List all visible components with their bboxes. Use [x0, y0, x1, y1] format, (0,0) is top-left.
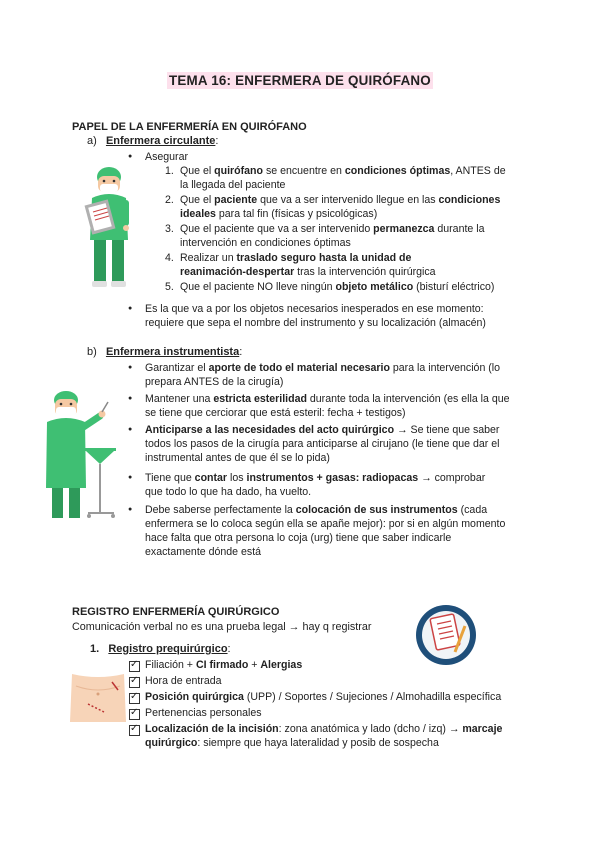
check-item-posicion: Posición quirúrgica (UPP) / Soportes / Sujeciones / Almohadilla específica — [145, 691, 502, 703]
bullet-instr-5-cont: enfermera se lo coloca según ella se apañe mejor): por si en algún momento — [145, 518, 506, 530]
list-item-5: Que el paciente NO lleve ningún objeto metálico (bisturí eléctrico) — [180, 281, 495, 293]
bullet-instr-3-cont2: instrumental antes de que él se lo pida) — [145, 452, 330, 464]
list-item-1: Que el quirófano se encuentre en condiciones óptimas, ANTES de — [180, 165, 506, 177]
section-heading-registro: REGISTRO ENFERMERÍA QUIRÚRGICO — [72, 606, 280, 618]
checkbox-checked[interactable] — [129, 693, 140, 704]
bullet-instr-2: ● Mantener una estricta esterilidad durante toda la intervención (es ella la que — [145, 392, 510, 406]
nurse-circulante-illustration — [80, 160, 138, 290]
section-heading-papel: PAPEL DE LA ENFERMERÍA EN QUIRÓFANO — [72, 121, 307, 133]
abdomen-incision-illustration — [68, 672, 128, 724]
registro-intro: Comunicación verbal no es una prueba legal → hay q registrar — [72, 621, 372, 633]
check-item-localizacion-cont: quirúrgico: siempre que haya lateralidad y posib de sospecha — [145, 737, 439, 749]
bullet-instr-1: ● Garantizar el aporte de todo el material necesario para la intervención (lo — [145, 361, 500, 375]
subheading-registro-prequirurgico: 1. Registro prequirúrgico: — [90, 643, 231, 655]
item-number: 1. — [165, 165, 174, 177]
bullet-instr-3: ● Anticiparse a las necesidades del acto quirúrgico → Se tiene que saber — [145, 423, 499, 437]
bullet-instr-1-cont: prepara ANTES de la cirugía) — [145, 376, 284, 388]
check-item-filiacion: Filiación + CI firmado + Alergias — [145, 659, 303, 671]
check-item-localizacion: Localización de la incisión: zona anatómica y lado (dcho / izq) → marcaje — [145, 723, 503, 735]
item-number: 4. — [165, 252, 174, 264]
subheading-instrumentista: b) Enfermera instrumentista: — [87, 346, 243, 358]
subheading-circulante: a) Enfermera circulante: — [87, 135, 219, 147]
bullet-instr-3-cont: todos los pasos de la cirugía para anticiparse al cirujano (le tiene que dar el — [145, 438, 500, 450]
item-number: 3. — [165, 223, 174, 235]
item-number: 5. — [165, 281, 174, 293]
bullet-instr-4-cont: que todo lo que ha dado, ha vuelto. — [145, 486, 312, 498]
check-item-hora: Hora de entrada — [145, 675, 222, 687]
checkbox-checked[interactable] — [129, 725, 140, 736]
list-item-2: Que el paciente que va a ser intervenido llegue en las condiciones — [180, 194, 501, 206]
page-title: TEMA 16: ENFERMERA DE QUIRÓFANO — [169, 73, 431, 88]
bullet-instr-5: ● Debe saberse perfectamente la colocación de sus instrumentos (cada — [145, 503, 487, 517]
list-item-3-cont: intervención en condiciones óptimas — [180, 237, 351, 249]
bullet-objetos-cont: requiere que sepa el nombre del instrumento y su localización (almacén) — [145, 317, 486, 329]
checkbox-checked[interactable] — [129, 677, 140, 688]
item-number: 2. — [165, 194, 174, 206]
list-item-1-cont: la llegada del paciente — [180, 179, 286, 191]
bullet-instr-5-cont2: hace falta que otra persona lo coja (urg) tiene que saber indicarle — [145, 532, 452, 544]
nurse-instrumentista-illustration — [42, 388, 122, 523]
list-item-4-cont: reanimación-despertar tras la intervención quirúrgica — [180, 266, 436, 278]
list-item-3: Que el paciente que va a ser intervenido permanezca durante la — [180, 223, 485, 235]
bullet-instr-2-cont: se tiene que cerciorar que está esteril: fecha + testigos) — [145, 407, 406, 419]
bullet-asegurar: ● Asegurar — [145, 150, 188, 164]
bullet-instr-4: ● Tiene que contar los instrumentos + gasas: radiopacas → comprobar — [145, 471, 485, 485]
clipboard-badge-icon — [415, 604, 477, 666]
bullet-objetos: ● Es la que va a por los objetos necesarios inesperados en ese momento: — [145, 302, 484, 316]
check-item-pertenencias: Pertenencias personales — [145, 707, 262, 719]
checkbox-checked[interactable] — [129, 661, 140, 672]
list-item-4: Realizar un traslado seguro hasta la unidad de — [180, 252, 412, 264]
bullet-instr-5-cont3: exactamente dónde está — [145, 546, 262, 558]
checkbox-checked[interactable] — [129, 709, 140, 720]
list-item-2-cont: ideales para tal fin (físicas y psicológicas) — [180, 208, 378, 220]
